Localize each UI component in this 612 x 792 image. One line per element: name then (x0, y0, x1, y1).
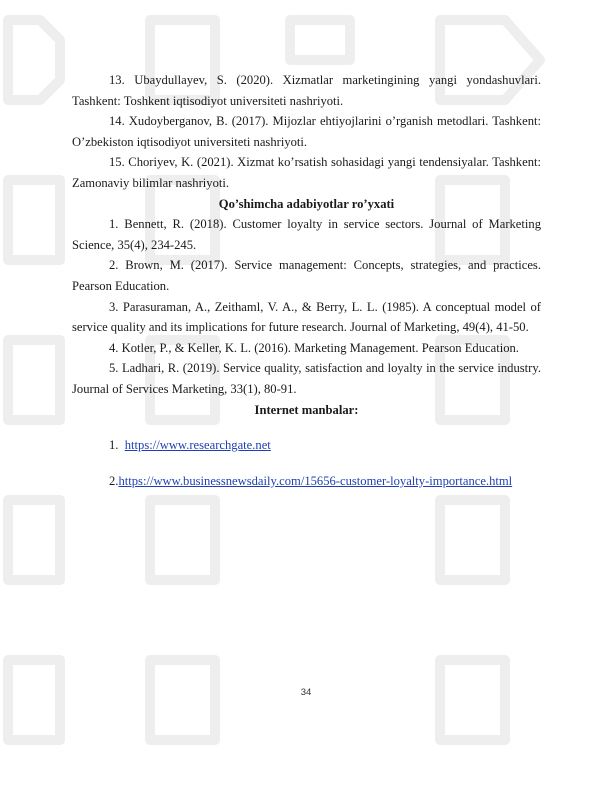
reference-15: 15. Choriyev, K. (2021). Xizmat ko’rsatish sohasidagi yangi tendensiyalar. Tashkent: Zamonaviy bilimlar nashriyoti. (72, 155, 541, 190)
reference-14: 14. Xudoyberganov, B. (2017). Mijozlar ehtiyojlarini o’rganish metodlari. Tashkent: O’zbekiston iqtisodiyot universiteti nashriyoti. (72, 114, 541, 149)
additional-reference-1: 1. Bennett, R. (2018). Customer loyalty in service sectors. Journal of Marketing Science, 35(4), 234-245. (72, 217, 541, 252)
additional-reference-3: 3. Parasuraman, A., Zeithaml, V. A., & Berry, L. L. (1985). A conceptual model of service quality and its implications for future research. Journal of Marketing, 49(4), 41-50. (72, 299, 541, 335)
additional-literature-heading: Qo’shimcha adabiyotlar ro’yxati (218, 196, 395, 211)
page-number: 34 (300, 687, 312, 698)
internet-source-1-number: 1. (109, 438, 119, 453)
internet-source-1 (72, 435, 541, 456)
internet-sources-heading: Internet manbalar: (254, 402, 359, 417)
businessnewsdaily-link[interactable]: https://www.businessnewsdaily.com/15656-customer-loyalty-importance.html (118, 473, 513, 488)
internet-source-2-number: 2. (109, 473, 119, 488)
researchgate-link[interactable]: https://www.researchgate.net (124, 438, 271, 453)
document-body (72, 70, 541, 491)
additional-reference-2: 2. Brown, M. (2017). Service management: Concepts, strategies, and practices. Pearson Education. (72, 258, 541, 293)
additional-reference-4: 4. Kotler, P., & Keller, K. L. (2016). Marketing Management. Pearson Education. (109, 340, 519, 355)
internet-source-2 (72, 471, 541, 492)
additional-reference-5: 5. Ladhari, R. (2019). Service quality, satisfaction and loyalty in the service industry. Journal of Services Marketing, 33(1), 80-91. (72, 361, 541, 396)
reference-13: 13. Ubaydullayev, S. (2020). Xizmatlar marketingining yangi yondashuvlari. Tashkent: Toshkent iqtisodiyot universiteti nashriyoti. (72, 73, 541, 108)
